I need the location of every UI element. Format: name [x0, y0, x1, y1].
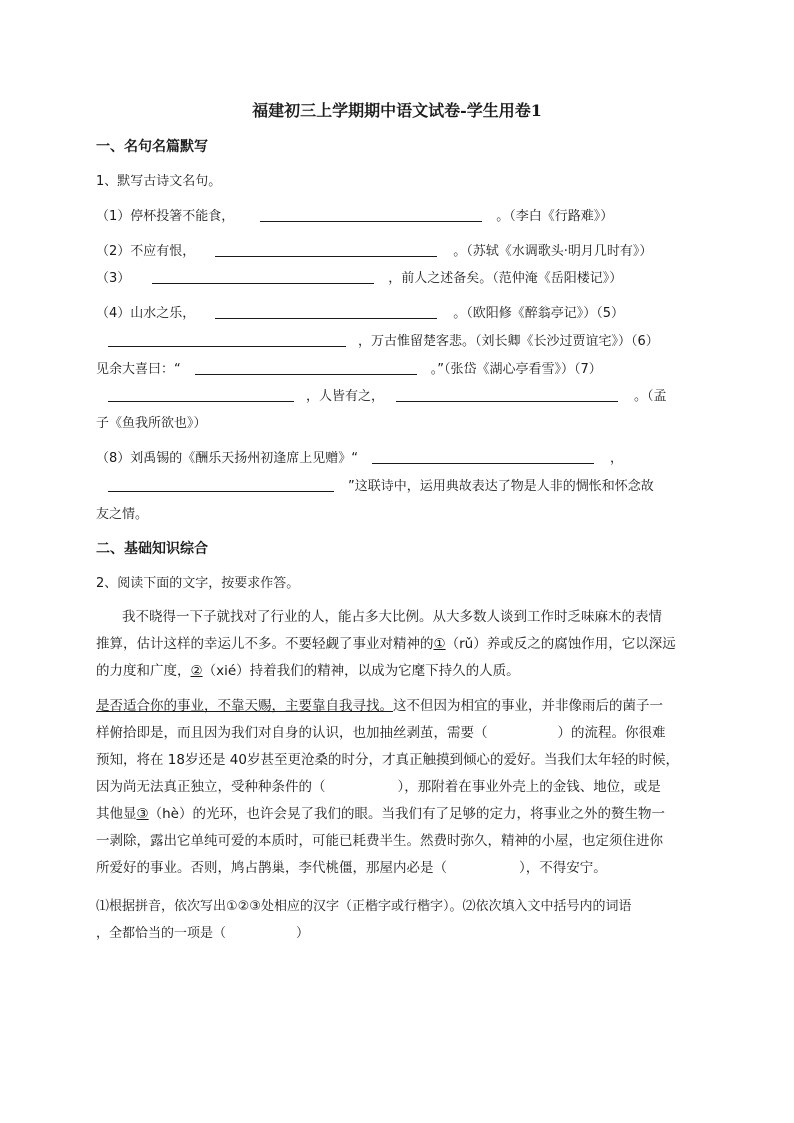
poem-line-6-prompt: 见余大喜曰：“	[96, 362, 181, 377]
passage-line-5	[96, 725, 666, 742]
passage-text: 推算，估计这样的幸运儿不多。不要轻觑了事业对精神的	[96, 636, 434, 652]
poem-line-5-source: ，万古惟留楚客悲。（刘长卿《长沙过贾谊宅》）（6）	[358, 334, 659, 349]
passage-line-8	[96, 806, 665, 823]
question-2-intro: 2、阅读下面的文字，按要求作答。	[96, 576, 300, 591]
poem-line-7-cont: 子《鱼我所欲也》）	[96, 416, 207, 431]
poem-line-1	[96, 208, 613, 225]
poem-line-1-source: 。（李白《行路难》）	[496, 209, 614, 224]
passage-text: ）的流程。你很难	[557, 725, 666, 741]
poem-line-2	[96, 243, 652, 260]
answer-blank-7b[interactable]	[396, 388, 618, 402]
passage-text: ），那附着在事业外壳上的金钱、地位，或是	[397, 779, 661, 795]
question-1-intro: 1、默写古诗文名句。	[96, 174, 222, 189]
answer-blank-7a[interactable]	[108, 388, 294, 402]
poem-line-8-prompt: （8）刘禹锡的《酬乐天扬州初逢席上见赠》“	[96, 451, 359, 466]
passage-text: 样俯拾即是，而且因为我们对自身的认识，也加抽丝剥茧，需要（	[96, 725, 488, 741]
passage-line-10	[96, 860, 607, 877]
poem-line-3-prompt: （3）	[96, 271, 131, 286]
poem-line-2-source: 。（苏轼《水调歌头·明月几时有》）	[453, 244, 653, 259]
passage-text: 其他显	[96, 806, 137, 822]
passage-line-2	[96, 636, 676, 653]
sub-question-text: ）	[296, 926, 310, 941]
answer-blank-2[interactable]	[215, 243, 437, 257]
marker-1: ①	[433, 636, 446, 652]
sub-question-line-2	[96, 925, 309, 942]
passage-text: 因为尚无法真正独立，受种种条件的（	[96, 779, 326, 795]
passage-line-7	[96, 779, 661, 796]
passage-line-4	[96, 698, 663, 715]
answer-blank-8a[interactable]	[372, 450, 594, 464]
answer-blank-1[interactable]	[260, 208, 482, 222]
passage-text: 的力度和广度，	[96, 663, 191, 679]
poem-line-5	[96, 333, 659, 350]
answer-blank-8b[interactable]	[108, 478, 334, 492]
poem-line-3-source: ，前人之述备矣。（范仲淹《岳阳楼记》）	[388, 271, 623, 286]
passage-line-9: 一剥除，露出它单纯可爱的本质时，可能已耗费半生。然费时弥久，精神的小屋，也定须住进你	[96, 833, 663, 849]
passage-text: 这不但因为相宜的事业，并非像雨后的菌子一	[393, 698, 663, 714]
passage-text: 所爱好的事业。否则，鸠占鹊巢，李代桃僵，那屋内必是（	[96, 860, 447, 876]
poem-line-6-source: 。”（张岱《湖心亭看雪》）（7）	[430, 362, 602, 377]
poem-line-4-prompt: （4）山水之乐，	[96, 306, 196, 321]
answer-blank-3[interactable]	[152, 270, 374, 284]
section-heading-2: 二、基础知识综合	[96, 541, 208, 557]
poem-line-7	[96, 388, 667, 405]
page-title: 福建初三上学期期中语文试卷-学生用卷1	[252, 101, 542, 120]
passage-line-6: 预知，将在 18岁还是 40岁甚至更沧桑的时分，才真正触摸到倾心的爱好。当我们太年轻的时候，	[96, 752, 679, 768]
passage-text: （xié）持着我们的精神，以成为它麾下持久的人质。	[202, 663, 520, 679]
poem-line-8-comma: ，	[610, 451, 624, 466]
sub-question-line-1: ⑴根据拼音，依次写出①②③处相应的汉字（正楷字或行楷字）。⑵依次填入文中括号内的词语	[96, 899, 632, 914]
poem-line-7-middle: ，人皆有之，	[306, 389, 385, 404]
answer-blank-6[interactable]	[195, 361, 417, 375]
poem-line-8-desc: ”这联诗中，运用典故表达了物是人非的惆怅和怀念故	[348, 479, 654, 494]
sub-question-text: ，全都恰当的一项是（	[96, 926, 227, 941]
poem-line-1-prompt: （1）停杯投箸不能食，	[96, 209, 235, 224]
passage-line-3	[96, 663, 520, 680]
poem-line-2-prompt: （2）不应有恨，	[96, 244, 196, 259]
underlined-sentence: 是否适合你的事业，不靠天赐，主要靠自我寻找。	[96, 698, 393, 714]
poem-line-8	[96, 450, 623, 467]
poem-line-4-source: 。（欧阳修《醉翁亭记》）（5）	[453, 306, 625, 321]
poem-line-8-cont	[96, 478, 654, 495]
passage-text: （hè）的光环，也许会晃了我们的眼。当我们有了足够的定力，将事业之外的赘生物一	[148, 806, 665, 822]
answer-blank-4[interactable]	[215, 305, 437, 319]
passage-line-1: 我不晓得一下子就找对了行业的人，能占多大比例。从大多数人谈到工作时乏味麻木的表情	[122, 609, 662, 625]
section-heading-1: 一、名句名篇默写	[96, 139, 208, 155]
poem-line-6	[96, 361, 602, 378]
poem-line-3	[96, 270, 622, 287]
passage-text: （rǔ）养或反之的腐蚀作用，它以深远	[445, 636, 676, 652]
poem-line-8-end: 友之情。	[96, 507, 149, 522]
marker-3: ③	[136, 806, 149, 822]
poem-line-7-source: 。（孟	[634, 389, 667, 404]
marker-2: ②	[190, 663, 203, 679]
passage-text: ），不得安宁。	[519, 860, 607, 876]
poem-line-4	[96, 305, 624, 322]
answer-blank-5[interactable]	[108, 333, 346, 347]
